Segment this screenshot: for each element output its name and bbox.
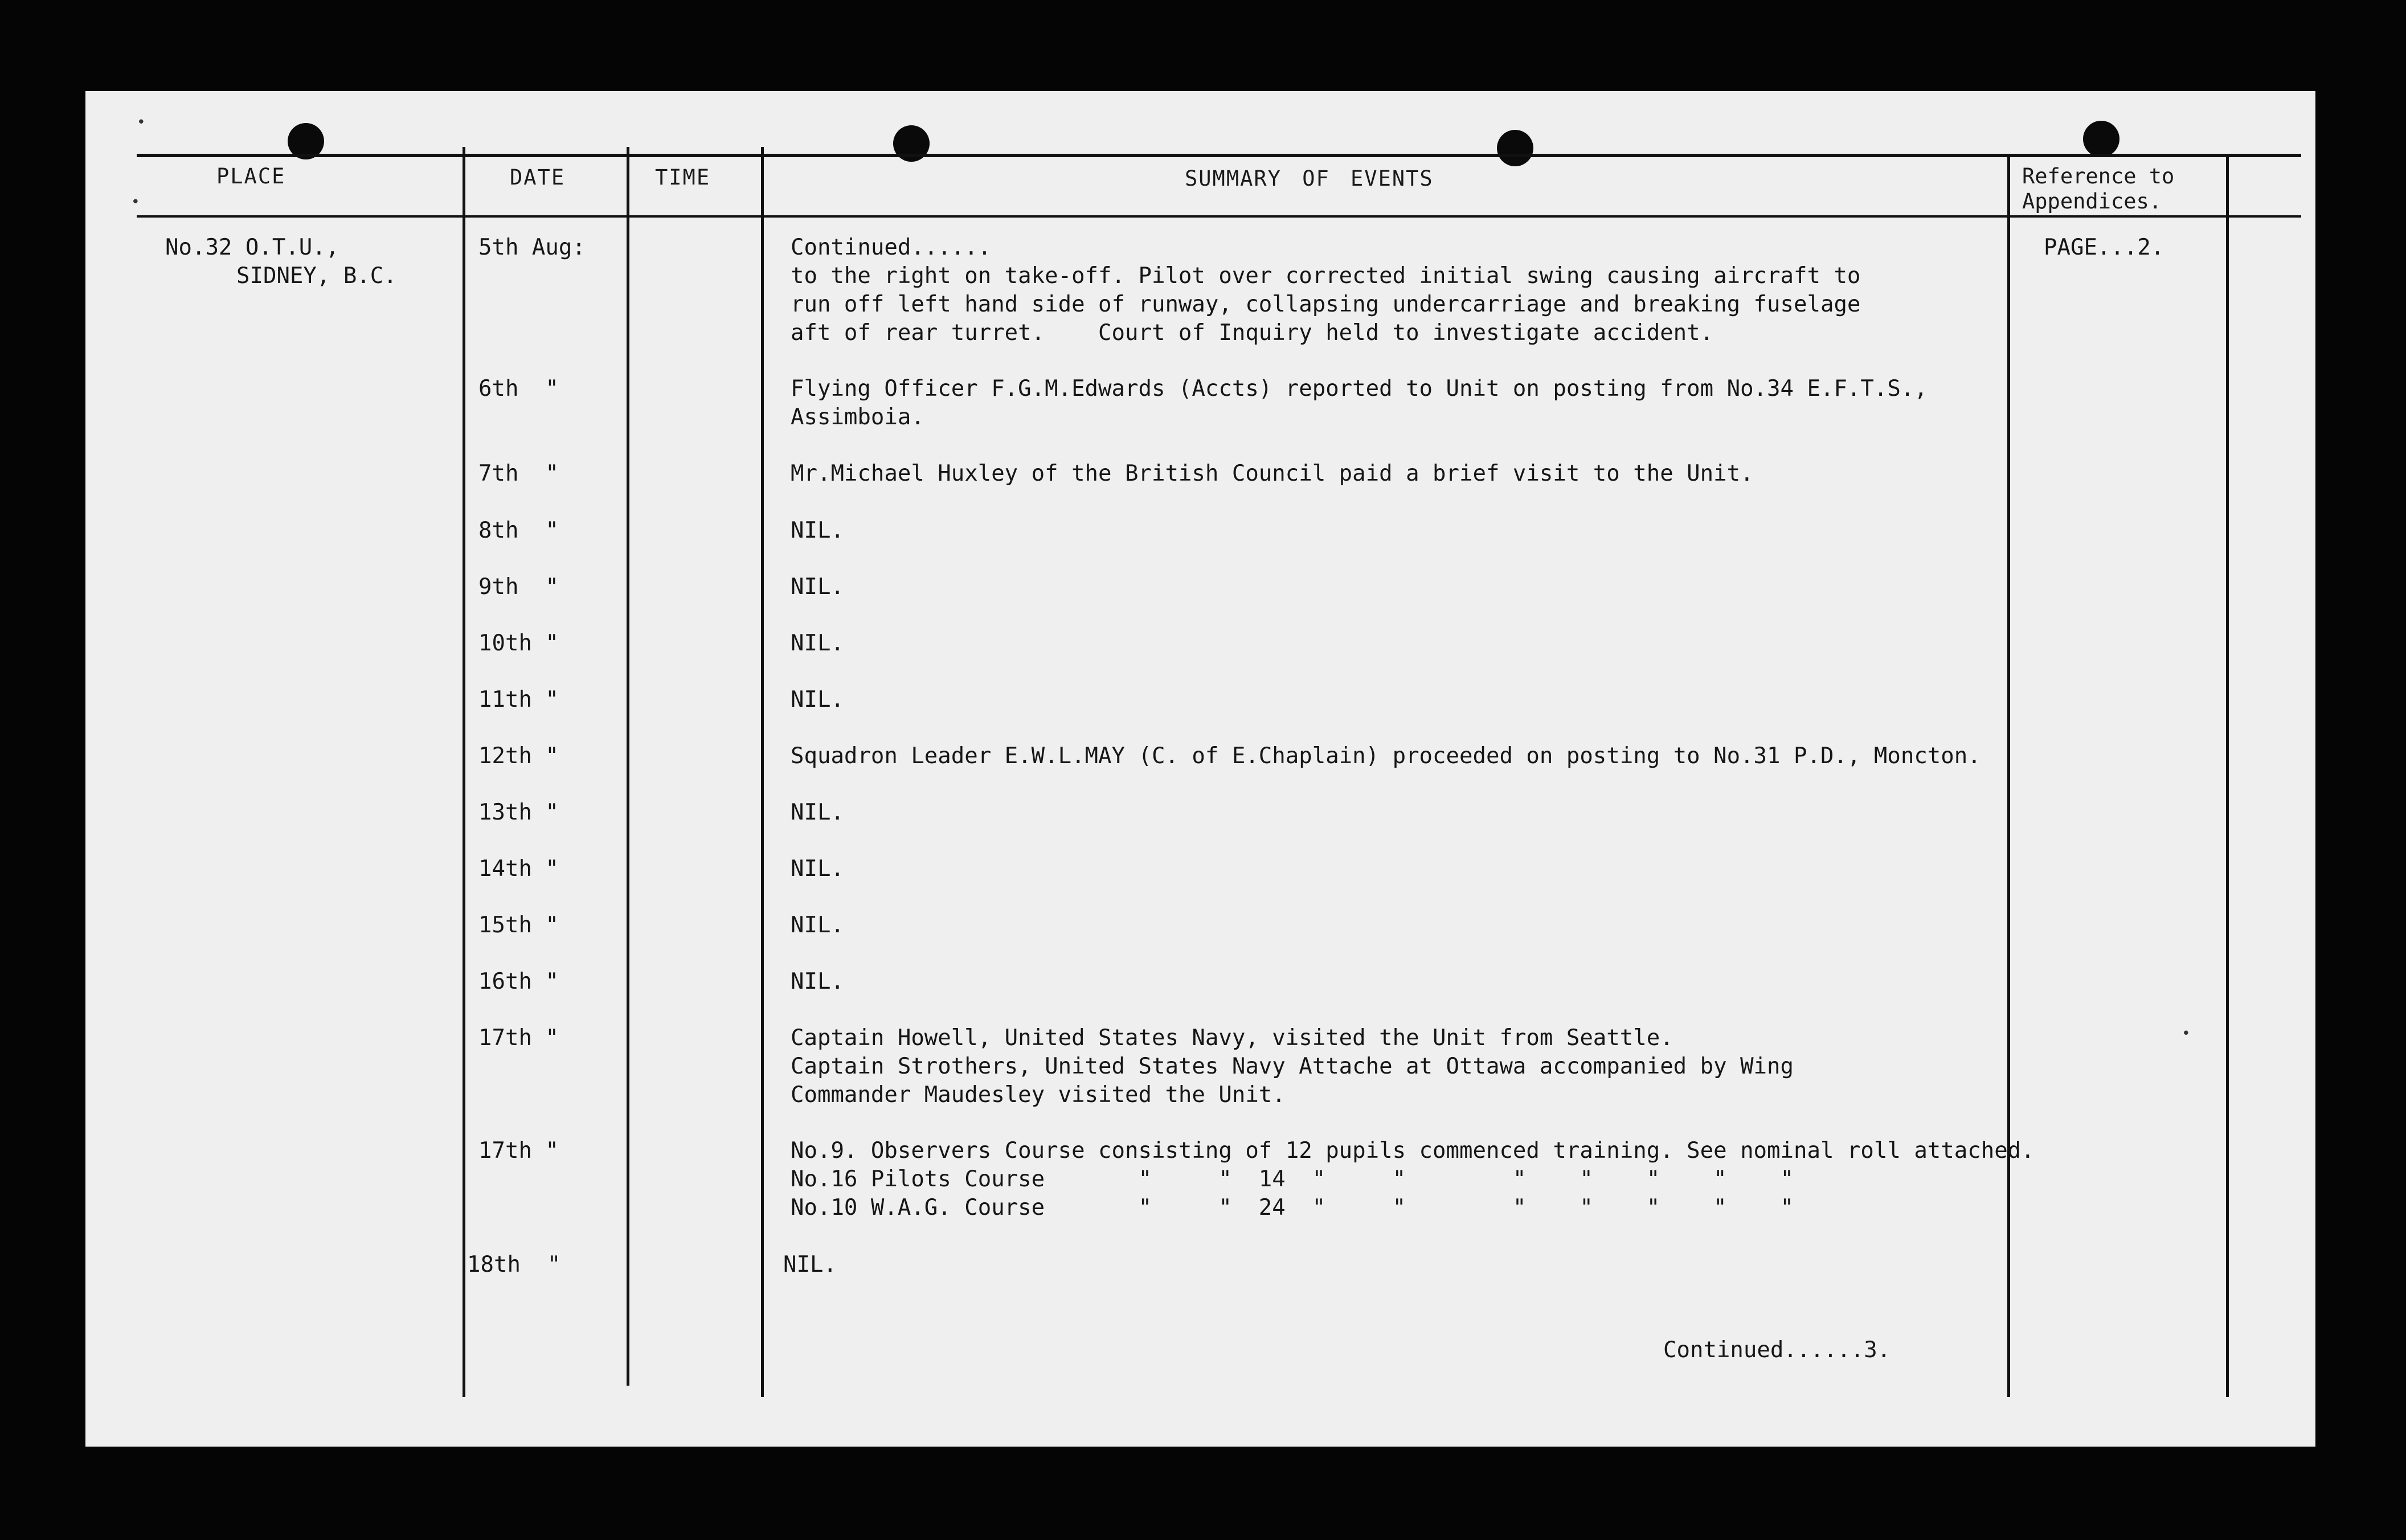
- entry-line: run off left hand side of runway, collapsing undercarriage and breaking fuselage: [791, 292, 1861, 317]
- entry-date: 6th ": [478, 376, 559, 402]
- entry-line: NIL.: [783, 1252, 837, 1277]
- entry-date: 8th ": [478, 518, 559, 543]
- entry-date: 5th Aug:: [478, 235, 586, 260]
- entry-line: No.10 W.A.G. Course " " 24 " " " " " " ": [791, 1195, 1794, 1220]
- punch-hole: [1497, 130, 1533, 166]
- scan-speck: •: [2182, 1025, 2191, 1042]
- entry-date: 15th ": [478, 912, 559, 938]
- entry-line: No.9. Observers Course consisting of 12 pupils commenced training. See nominal roll attached.: [791, 1138, 2035, 1164]
- column-divider-time: [627, 147, 629, 1386]
- entry-date: 13th ": [478, 800, 559, 825]
- header-reference-line2: Appendices.: [2022, 189, 2162, 214]
- entry-date: 10th ": [478, 630, 559, 656]
- entry-line: Captain Strothers, United States Navy Attache at Ottawa accompanied by Wing: [791, 1054, 1794, 1079]
- entry-date: 9th ": [478, 574, 559, 600]
- scan-speck: •: [137, 114, 146, 131]
- entry-line: Mr.Michael Huxley of the British Council paid a brief visit to the Unit.: [791, 461, 1754, 486]
- entry-line: NIL.: [791, 687, 844, 712]
- entry-line: NIL.: [791, 856, 844, 882]
- entry-date: 18th ": [467, 1252, 561, 1277]
- entry-date: 7th ": [478, 461, 559, 486]
- reference-page: PAGE...2.: [2044, 235, 2164, 260]
- header-bottom-rule: [137, 215, 2301, 218]
- continued-footer: Continued......3.: [1663, 1337, 1891, 1363]
- entry-line: Captain Howell, United States Navy, visited the Unit from Seattle.: [791, 1025, 1673, 1051]
- header-reference: [2022, 164, 2174, 214]
- entry-line: NIL.: [791, 630, 844, 656]
- entry-date: 17th ": [478, 1138, 559, 1164]
- entry-line: No.16 Pilots Course " " 14 " " " " " " ": [791, 1166, 1794, 1192]
- entry-line: aft of rear turret. Court of Inquiry held to investigate accident.: [791, 320, 1714, 346]
- entry-date: 11th ": [478, 687, 559, 712]
- scan-speck: •: [131, 194, 140, 211]
- header-time: TIME: [655, 165, 711, 190]
- entry-line: NIL.: [791, 969, 844, 994]
- entry-line: Assimboia.: [791, 404, 924, 430]
- entry-date: 12th ": [478, 743, 559, 769]
- header-date: DATE: [510, 165, 566, 190]
- entry-date: 14th ": [478, 856, 559, 882]
- header-top-rule: [137, 154, 2301, 157]
- entry-line: NIL.: [791, 800, 844, 825]
- entry-line: Squadron Leader E.W.L.MAY (C. of E.Chaplain) proceeded on posting to No.31 P.D., Moncton.: [791, 743, 1981, 769]
- entry-date: 16th ": [478, 969, 559, 994]
- diary-page: [85, 91, 2315, 1447]
- entry-line: Commander Maudesley visited the Unit.: [791, 1082, 1286, 1108]
- column-divider-date: [463, 147, 465, 1397]
- entry-date: 17th ": [478, 1025, 559, 1051]
- column-divider-reference: [2007, 154, 2010, 1397]
- header-summary: SUMMARY OF EVENTS: [1185, 166, 1434, 191]
- header-reference-line1: Reference to: [2022, 164, 2175, 189]
- header-place: PLACE: [216, 164, 286, 189]
- entry-line: Continued......: [791, 235, 992, 260]
- entry-line: NIL.: [791, 574, 844, 600]
- place-line1: No.32 O.T.U.,: [165, 235, 339, 260]
- column-divider-summary: [761, 147, 764, 1397]
- entry-line: Flying Officer F.G.M.Edwards (Accts) reported to Unit on posting from No.34 E.F.T.S.,: [791, 376, 1928, 402]
- place-line2: SIDNEY, B.C.: [236, 263, 397, 289]
- column-divider-right: [2226, 154, 2229, 1397]
- entry-line: NIL.: [791, 518, 844, 543]
- entry-line: NIL.: [791, 912, 844, 938]
- entry-line: to the right on take-off. Pilot over corrected initial swing causing aircraft to: [791, 263, 1861, 289]
- punch-hole: [2083, 121, 2119, 157]
